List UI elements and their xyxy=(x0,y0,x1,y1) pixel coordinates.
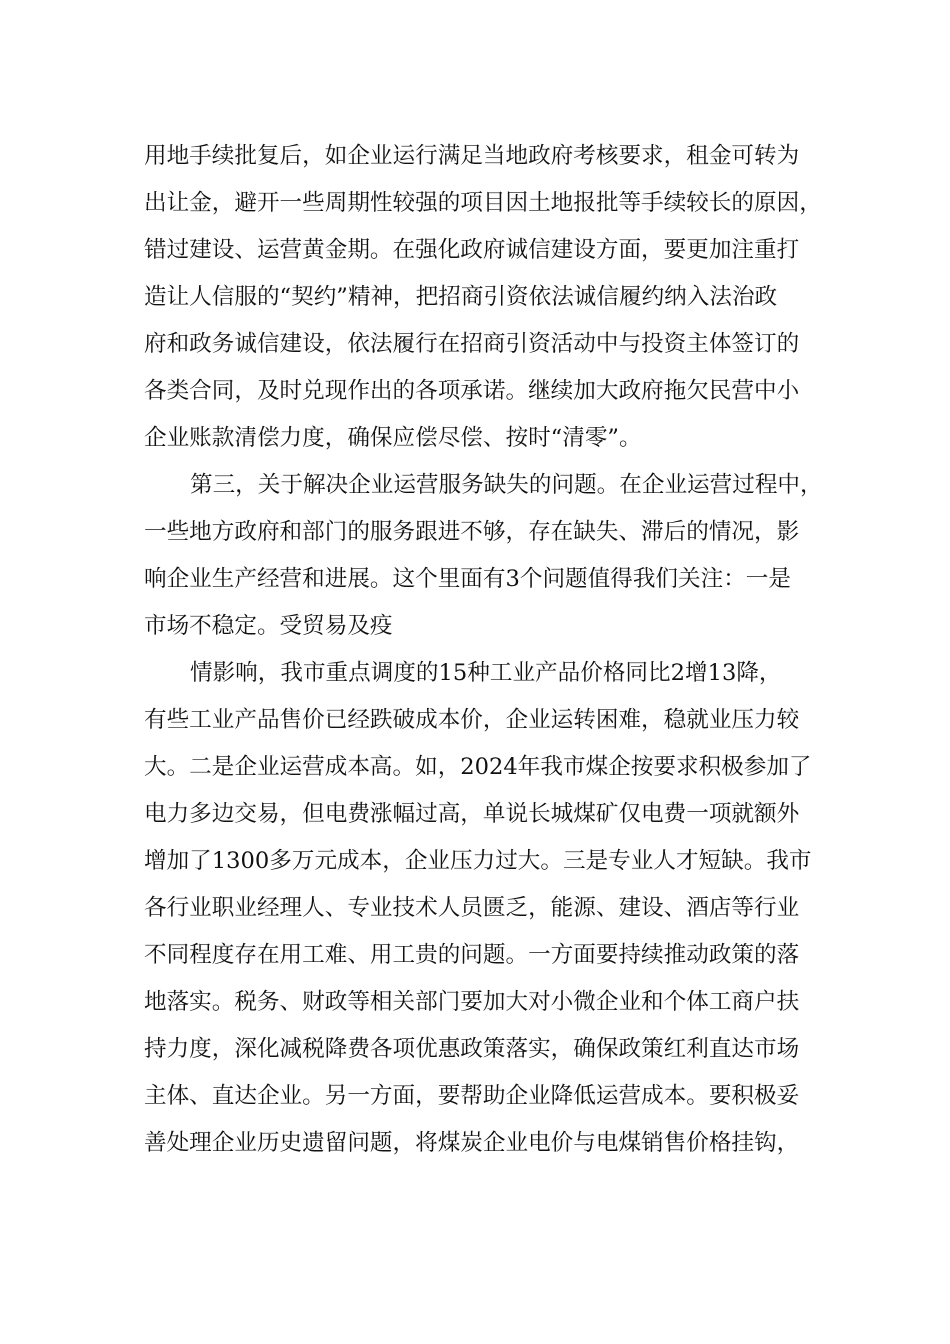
text-line: 响企业生产经营和进展。这个里面有3个问题值得我们关注：一是 xyxy=(144,566,791,592)
text-line: 不同程度存在用工难、用工贵的问题。一方面要持续推动政策的落 xyxy=(144,942,800,968)
text-line: 善处理企业历史遗留问题，将煤炭企业电价与电煤销售价格挂钩， xyxy=(144,1130,800,1156)
text-line: 有些工业产品售价已经跌破成本价，企业运转困难，稳就业压力较 xyxy=(144,707,800,733)
text-line: 一些地方政府和部门的服务跟进不够，存在缺失、滞后的情况，影 xyxy=(144,519,800,545)
text-line: 市场不稳定。受贸易及疫 xyxy=(144,613,393,639)
text-line: 大。二是企业运营成本高。如，2024年我市煤企按要求积极参加了 xyxy=(144,754,812,780)
text-line: 各类合同，及时兑现作出的各项承诺。继续加大政府拖欠民营中小 xyxy=(144,378,800,404)
text-line: 用地手续批复后，如企业运行满足当地政府考核要求，租金可转为 xyxy=(144,143,800,169)
text-line: 地落实。税务、财政等相关部门要加大对小微企业和个体工商户扶 xyxy=(144,989,800,1015)
text-line: 出让金，避开一些周期性较强的项目因土地报批等手续较长的原因， xyxy=(144,190,822,216)
text-line: 企业账款清偿力度，确保应偿尽偿、按时“清零”。 xyxy=(144,425,642,451)
text-line: 增加了1300多万元成本，企业压力过大。三是专业人才短缺。我市 xyxy=(144,848,812,874)
text-line: 府和政务诚信建设，依法履行在招商引资活动中与投资主体签订的 xyxy=(144,331,800,357)
text-line: 持力度，深化减税降费各项优惠政策落实，确保政策红利直达市场 xyxy=(144,1036,800,1062)
text-line: 各行业职业经理人、专业技术人员匮乏，能源、建设、酒店等行业 xyxy=(144,895,800,921)
text-line: 情影响，我市重点调度的15种工业产品价格同比2增13降， xyxy=(190,660,782,686)
text-line: 第三，关于解决企业运营服务缺失的问题。在企业运营过程中， xyxy=(190,472,823,498)
text-line: 错过建设、运营黄金期。在强化政府诚信建设方面，要更加注重打 xyxy=(144,237,800,263)
text-line: 电力多边交易，但电费涨幅过高，单说长城煤矿仅电费一项就额外 xyxy=(144,801,800,827)
text-line: 主体、直达企业。另一方面，要帮助企业降低运营成本。要积极妥 xyxy=(144,1083,800,1109)
text-line: 造让人信服的“契约”精神，把招商引资依法诚信履约纳入法治政 xyxy=(144,284,778,310)
